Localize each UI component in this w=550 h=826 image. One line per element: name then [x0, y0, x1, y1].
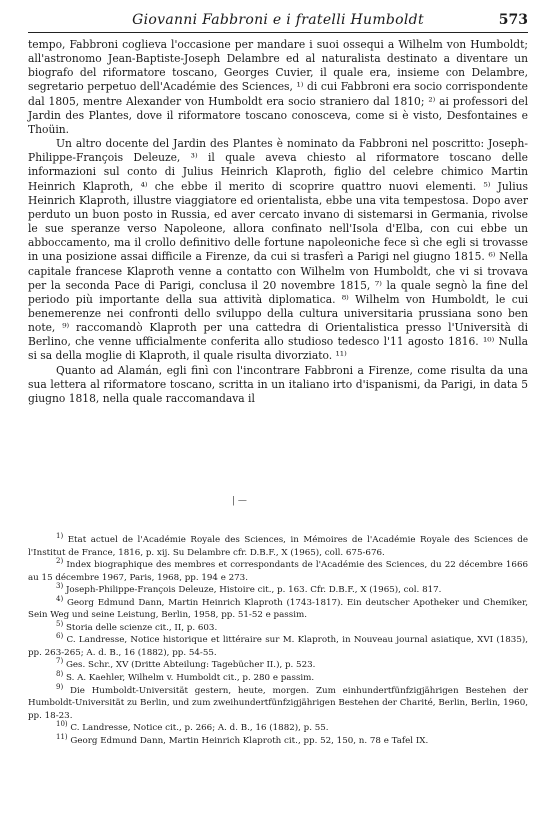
- paragraph-2: Un altro docente del Jardin des Plantes è nominato da Fabbroni nel poscritto: Joseph-Philippe-François Deleuze, ³⁾ il quale aveva chiesto al riformatore toscano delle informazioni sul conto di Julius Heinrich Klaproth, figlio del celebre chimico Martin Heinrich Klaproth, ⁴⁾ che ebbe il merito di scoprire quattro nuovi elementi. ⁵⁾ Julius Heinrich Klaproth, illustre viaggiatore ed orientalista, ebbe una vita tempestosa. Dopo aver perduto un buon posto in Russia, ed aver cercato invano di sistemarsi in Germania, rivolse le sue speranze verso Napoleone, allora confinato nell'Isola d'Elba, con cui ebbe un abboccamento, ma il crollo definitivo delle fortune napoleoniche fece sì che egli si trovasse in una posizione assai difficile a Firenze, da cui si trasferì a Parigi nel giugno 1815. ⁶⁾ Nella capitale francese Klaproth venne a contatto con Wilhelm von Humboldt, che vi si trovava per la seconda Pace di Parigi, conclusa il 20 novembre 1815, ⁷⁾ la quale segnò la fine del periodo più importante della sua attività diplomatica. ⁸⁾ Wilhelm von Humboldt, le cui benemerenze nei confronti dello sviluppo della cultura universitaria prussiana sono ben note, ⁹⁾ raccomandò Klaproth per una cattedra di Orientalistica presso l'Università di Berlino, che venne ufficialmente conferita allo studioso tedesco l'11 agosto 1816. ¹⁰⁾ Nulla si sa della moglie di Klaproth, il quale risulta divorziato. ¹¹⁾: [28, 137, 528, 363]
- footnote-number: 2): [56, 557, 64, 566]
- running-head: [28, 10, 528, 33]
- footnote-number: 5): [56, 619, 64, 628]
- paragraph-3: Quanto ad Alamán, egli finì con l'incontrare Fabbroni a Firenze, come risulta da una sua lettera al riformatore toscano, scritta in un italiano irto d'ispanismi, da Parigi, in data 5 giugno 1818, nella quale raccomandava il: [28, 363, 528, 405]
- footnote-number: 1): [56, 532, 64, 541]
- footnote-text: C. Landresse, Notice cit., p. 266; A. d. B., 16 (1882), p. 55.: [70, 723, 329, 734]
- paragraph-1: tempo, Fabbroni coglieva l'occasione per mandare i suoi ossequi a Wilhelm von Humboldt; all'astronomo Jean-Baptiste-Joseph Delambre ed al naturalista destinato a diventare un biografo del riformatore toscano, Georges Cuvier, il quale era, insieme con Delambre, segretario perpetuo dell'Académie des Sciences, ¹⁾ di cui Fabbroni era socio corrispondente dal 1805, mentre Alexander von Humboldt era socio straniero dal 1810; ²⁾ ai professori del Jardin des Plantes, dove il riformatore toscano conosceva, come si è visto, Desfontaines e Thoüin.: [28, 38, 528, 136]
- footnote-2: [28, 559, 528, 584]
- footnote-text: Die Humboldt-Universität gestern, heute, morgen. Zum einhundertfünfzigjährigen Bestehen der Humboldt-Universität zu Berlin, und zum zweihundertfünfzigjährigen Bestehen der Charité, Berlin, Berlin, 1960, pp. 18-23.: [28, 685, 528, 721]
- footnote-text: Storia delle scienze cit., II, p. 603.: [65, 622, 218, 633]
- margin-mark: | —: [232, 496, 247, 506]
- page-number: 573: [498, 12, 528, 28]
- footnote-number: 4): [56, 594, 64, 603]
- footnote-text: Georg Edmund Dann, Martin Heinrich Klaproth (1743-1817). Ein deutscher Apotheker und Chemiker, Sein Weg und seine Leistung, Berlin, 1958, pp. 51-52 e passim.: [28, 597, 528, 621]
- footnote-text: Index biographique des membres et correspondants de l'Académie des Sciences, du 22 décembre 1666 au 15 décembre 1967, Paris, 1968, pp. 194 e 273.: [28, 560, 529, 583]
- footnote-number: 7): [56, 657, 64, 666]
- footnote-1: [28, 534, 528, 559]
- running-title: Giovanni Fabbroni e i fratelli Humboldt: [132, 12, 424, 28]
- footnote-number: 9): [56, 682, 64, 691]
- footnote-9: [28, 682, 528, 723]
- footnote-11: [28, 732, 528, 748]
- footnote-8: [28, 672, 528, 685]
- footnote-number: 6): [56, 632, 64, 641]
- footnote-text: Georg Edmund Dann, Martin Heinrich Klaproth cit., pp. 52, 150, n. 78 e Tafel IX.: [70, 735, 429, 746]
- footnote-7: [28, 659, 528, 672]
- footnote-text: Joseph-Philippe-François Deleuze, Histoire cit., p. 163. Cfr. D.B.F., X (1965), col. 817.: [65, 585, 442, 596]
- footnote-4: [28, 594, 528, 622]
- footnote-3: [28, 584, 528, 597]
- body-text: [28, 38, 528, 406]
- footnote-text: Ges. Schr., XV (Dritte Abteilung: Tagebücher II.), p. 523.: [65, 660, 316, 671]
- footnote-text: S. A. Kaehler, Wilhelm v. Humboldt cit., p. 280 e passim.: [65, 673, 315, 684]
- footnote-text: C. Landresse, Notice historique et littéraire sur M. Klaproth, in Nouveau journal asiatique, XVI (1835), pp. 263-265; A. d. B., 16 (1882), pp. 54-55.: [28, 635, 528, 658]
- footnote-number: 10): [56, 720, 68, 729]
- footnote-number: 8): [56, 670, 64, 679]
- footnotes: [28, 534, 528, 747]
- footnote-10: [28, 722, 528, 735]
- footnote-number: 11): [56, 732, 68, 741]
- footnote-5: [28, 619, 528, 635]
- footnote-number: 3): [56, 582, 64, 591]
- footnote-text: Etat actuel de l'Académie Royale des Sciences, in Mémoires de l'Académie Royale des Sciences de l'Institut de France, 1816, p. xij. Su Delambre cfr. D.B.F., X (1965), coll. 675-676.: [28, 535, 529, 558]
- footnote-6: [28, 634, 528, 659]
